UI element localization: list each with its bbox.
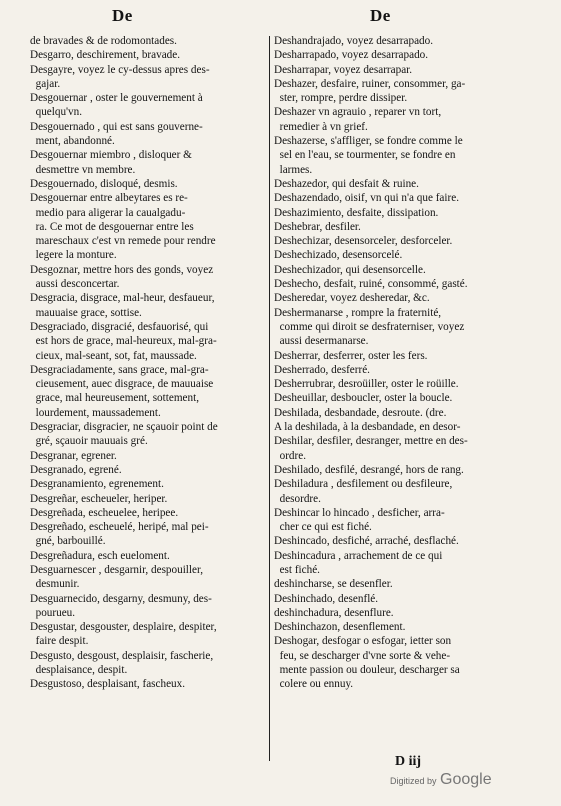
right-entry-line: ster, rompre, perdre dissiper. [274, 92, 408, 105]
left-entry-line: Desgouernar entre albeytares es re- [30, 192, 188, 205]
left-entry-line: gajar. [30, 77, 61, 90]
right-entry-line: deshincharse, se desenfler. [274, 578, 393, 591]
left-entry-line: aussi desconcertar. [30, 278, 120, 291]
left-entry-line: faire despit. [30, 635, 89, 648]
right-entry-line: Deshebrar, desfiler. [274, 220, 361, 233]
left-entry-line: Desgreñadura, esch eueloment. [30, 549, 170, 562]
left-entry-line: Desgayre, voyez le cy-dessus apres des- [30, 63, 210, 76]
right-entry-line: Deshinchado, desenflé. [274, 592, 379, 605]
left-entry-line: Desgranamiento, egrenement. [30, 478, 164, 491]
left-entry-line: desmettre vn membre. [30, 163, 136, 176]
left-entry-line: Desgoznar, mettre hors des gonds, voyez [30, 263, 214, 276]
right-entry-line: Deshecho, desfait, ruiné, consommé, gasté. [274, 278, 468, 291]
right-entry-line: deshinchadura, desenflure. [274, 606, 394, 619]
left-entry-line: est hors de grace, mal-heureux, mal-gra- [30, 335, 217, 348]
left-entry-line: medio para aligerar la caualgadu- [30, 206, 186, 219]
right-entry-line: Deshilar, desfiler, desranger, mettre en des- [274, 435, 468, 448]
right-entry-line: Desherrar, desferrer, oster les fers. [274, 349, 428, 362]
right-entry-line: Deshazendado, oisif, vn qui n'a que faire. [274, 192, 459, 205]
right-column [274, 34, 536, 692]
right-entry-line: Desheuillar, desboucler, oster la boucle. [274, 392, 453, 405]
running-head-left: De [112, 6, 133, 25]
left-entry-line: Desgraciar, disgracier, ne sçauoir point de [30, 421, 218, 434]
google-watermark: Google [440, 771, 492, 788]
right-entry-line: Deshazer, desfaire, ruiner, consommer, ga- [274, 77, 466, 90]
right-entry-line: Deshincadura , arrachement de ce qui [274, 549, 443, 562]
right-entry-line: desordre. [274, 492, 321, 505]
left-entry-line: Desgouernado, disloqué, desmis. [30, 177, 178, 190]
right-entry-line: Deshechizador, qui desensorcelle. [274, 263, 426, 276]
left-entry-line: Desgreñada, escheuelee, heripee. [30, 506, 179, 519]
left-entry-line: de bravades & de rodomontades. [30, 35, 177, 47]
left-entry-line: pourueu. [30, 606, 76, 619]
left-entry-line: legere la monture. [30, 249, 117, 262]
right-entry-line: Deshandrajado, voyez desarrapado. [274, 35, 434, 47]
digitized-by-text: Digitized by [390, 776, 437, 786]
right-entry-line: comme qui diroit se desfraterniser, voyez [274, 320, 465, 333]
left-entry-line: Desgreñar, escheueler, heriper. [30, 492, 168, 505]
right-entry-line: feu, se descharger d'vne sorte & vehe- [274, 649, 451, 662]
right-entry-line: Deshazedor, qui desfait & ruine. [274, 177, 419, 190]
right-entry-line: cher ce qui est fiché. [274, 521, 372, 534]
right-entry-line: Deshogar, desfogar o esfogar, ietter son [274, 635, 452, 648]
right-entry-line: Deshiladura , desfilement ou desfileure, [274, 478, 453, 491]
left-entry-line: mauuaise grace, sottise. [30, 306, 142, 319]
left-entry-line: ra. Ce mot de desgouernar entre les [30, 220, 194, 233]
left-entry-line: Desgranado, egrené. [30, 463, 122, 476]
left-entry-line: Desgarro, deschirement, bravade. [30, 49, 181, 62]
right-entry-line: Deshilado, desfilé, desrangé, hors de rang. [274, 463, 464, 476]
right-entry-line: Deshechizar, desensorceler, desforceler. [274, 235, 453, 248]
left-entry-line: grace, mal heureusement, sottement, [30, 392, 199, 405]
left-entry-line: Desgracia, disgrace, mal-heur, desfaueur, [30, 292, 215, 305]
left-entry-line: gré, sçauoir mauuais gré. [30, 435, 148, 448]
right-entry-line: est fiché. [274, 563, 320, 576]
left-entry-line: lourdement, maussadement. [30, 406, 161, 419]
left-entry-line: cieux, mal-seant, sot, fat, maussade. [30, 349, 197, 362]
right-entry-line: Deshermanarse , rompre la fraternité, [274, 306, 442, 319]
right-entry-line: mente passion ou douleur, descharger sa [274, 664, 460, 677]
left-entry-line: Desgouernar , oster le gouvernement à [30, 92, 203, 105]
right-entry-line: Deshazimiento, desfaite, dissipation. [274, 206, 439, 219]
left-column [30, 34, 266, 692]
right-entry-line: Desherrado, desferré. [274, 363, 370, 376]
right-entry-line: Deshincado, desfiché, arraché, desflaché. [274, 535, 459, 548]
right-entry-line: larmes. [274, 163, 313, 176]
left-entry-line: quelqu'vn. [30, 106, 83, 119]
column-divider [269, 36, 270, 761]
right-entry-line: Desherrubrar, desroüiller, oster le roüille. [274, 378, 459, 391]
right-entry-line: sel en l'eau, se tourmenter, se fondre en [274, 149, 456, 162]
running-head-right: De [370, 6, 391, 25]
left-entry-line: Desgustar, desgouster, desplaire, despiter, [30, 621, 217, 634]
right-entry-line: Desharrapado, voyez desarrapado. [274, 49, 429, 62]
left-entry-line: Desguarnecido, desgarny, desmuny, des- [30, 592, 212, 605]
right-entry-line: Desharrapar, voyez desarrapar. [274, 63, 413, 76]
right-entry-line: Deshinchazon, desenflement. [274, 621, 406, 634]
left-entry-line: desmunir. [30, 578, 80, 591]
right-entry-line: Deshazer vn agrauio , reparer vn tort, [274, 106, 442, 119]
right-entry-line: Desheredar, voyez desheredar, &c. [274, 292, 430, 305]
signature-mark: D iij [395, 754, 422, 769]
left-entry-line: desplaisance, despit. [30, 664, 128, 677]
left-entry-line: mareschaux c'est vn remede pour rendre [30, 235, 216, 248]
right-entry-line: aussi desermanarse. [274, 335, 369, 348]
right-entry-line: Deshechizado, desensorcelé. [274, 249, 403, 262]
right-entry-line: Deshazerse, s'affliger, se fondre comme le [274, 135, 463, 148]
right-entry-line: A la deshilada, à la desbandade, en desor- [274, 421, 461, 434]
left-entry-line: Desgraciadamente, sans grace, mal-gra- [30, 363, 209, 376]
left-entry-line: Desgustoso, desplaisant, fascheux. [30, 678, 186, 691]
right-entry-line: Deshincar lo hincado , desficher, arra- [274, 506, 445, 519]
left-entry-line: Desgreñado, escheuelé, heripé, mal pei- [30, 521, 209, 534]
left-entry-line: gné, barbouillé. [30, 535, 106, 548]
left-entry-line: Desgranar, egrener. [30, 449, 117, 462]
left-entry-line: ment, abandonné. [30, 135, 115, 148]
right-entry-line: Deshilada, desbandade, desroute. (dre. [274, 406, 447, 419]
left-entry-line: Desgraciado, disgracié, desfauorisé, qui [30, 320, 209, 333]
left-entry-line: Desgusto, desgoust, desplaisir, fascherie, [30, 649, 214, 662]
left-entry-line: Desgouernado , qui est sans gouverne- [30, 120, 203, 133]
right-entry-line: colere ou ennuy. [274, 678, 354, 691]
left-entry-line: Desguarnescer , desgarnir, despouiller, [30, 563, 204, 576]
right-entry-line: ordre. [274, 449, 306, 462]
left-entry-line: cieusement, auec disgrace, de mauuaise [30, 378, 214, 391]
right-entry-line: remedier à vn grief. [274, 120, 368, 133]
left-entry-line: Desgouernar miembro , disloquer & [30, 149, 192, 162]
